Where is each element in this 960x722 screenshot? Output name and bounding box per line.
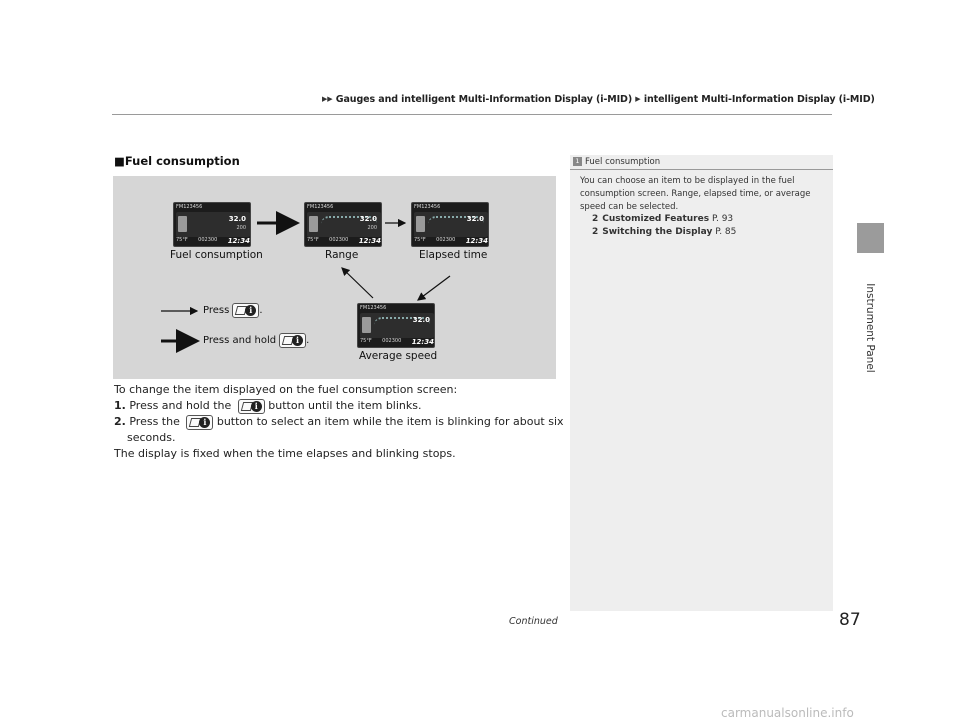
breadcrumb-level1: Gauges and intelligent Multi-Information Display (i-MID): [335, 94, 633, 105]
breadcrumb-arrow-icon: ▶: [635, 95, 641, 103]
display-screen-fuel-consumption: FM123456 32.0 200 75°F 002300 12:34: [173, 202, 251, 247]
display-screen-average-speed: FM123456 32.0 75°F 002300 12:34: [357, 303, 435, 348]
watermark: carmanualsonline.info: [721, 706, 854, 720]
info-button-icon: i: [279, 333, 306, 348]
continued-label: Continued: [509, 616, 558, 627]
breadcrumb-arrow-icon: ▶▶: [322, 95, 333, 103]
reference-link-customized-features[interactable]: 2 Customized Features P. 93: [592, 214, 734, 224]
body-closing: The display is fixed when the time elapses and blinking stops.: [114, 447, 456, 460]
breadcrumb-level2: intelligent Multi-Information Display (i-MID): [643, 94, 875, 105]
label-range: Range: [325, 249, 359, 261]
chapter-tab-marker: [857, 223, 884, 253]
reference-arrow-icon: 2: [592, 227, 599, 237]
label-average-speed: Average speed: [359, 350, 438, 362]
header-rule: [112, 114, 832, 115]
label-fuel-consumption: Fuel consumption: [170, 249, 263, 261]
info-button-icon: i: [186, 415, 213, 430]
legend-press-and-hold: Press and hold i .: [203, 335, 310, 346]
section-heading: ■Fuel consumption: [114, 154, 240, 168]
legend-press: Press i .: [203, 305, 263, 316]
fuel-consumption-figure: [113, 176, 556, 379]
label-elapsed-time: Elapsed time: [419, 249, 488, 261]
note-number-badge: 1: [573, 157, 582, 166]
display-screen-range: FM123456 32.0 200 75°F 002300 12:34: [304, 202, 382, 247]
side-note: [570, 155, 833, 611]
chapter-tab-label: Instrument Panel: [864, 283, 876, 373]
info-button-icon: i: [238, 399, 265, 414]
step-1: 1. Press and hold the i button until the item blinks.: [114, 399, 422, 412]
display-screen-elapsed-time: FM123456 32.0 75°F 002300 12:34: [411, 202, 489, 247]
page-number: 87: [839, 610, 861, 630]
transition-arrows: [113, 176, 556, 379]
side-note-header: [570, 155, 833, 170]
press-arrow-icon: [342, 268, 373, 298]
reference-link-switching-display[interactable]: 2 Switching the Display P. 85: [592, 227, 737, 237]
side-note-text: You can choose an item to be displayed in the fuel consumption screen. Range, elapsed time, or average speed can be selected.: [580, 176, 811, 212]
press-arrow-icon: [418, 276, 450, 300]
step-2: 2. Press the i button to select an item while the item is blinking for about six: [114, 415, 564, 428]
side-note-title: Fuel consumption: [585, 157, 661, 167]
info-button-icon: i: [232, 303, 259, 318]
body-intro: To change the item displayed on the fuel consumption screen:: [114, 383, 458, 396]
step-2-continued: seconds.: [127, 431, 176, 444]
breadcrumb: [322, 94, 875, 105]
reference-arrow-icon: 2: [592, 214, 599, 224]
